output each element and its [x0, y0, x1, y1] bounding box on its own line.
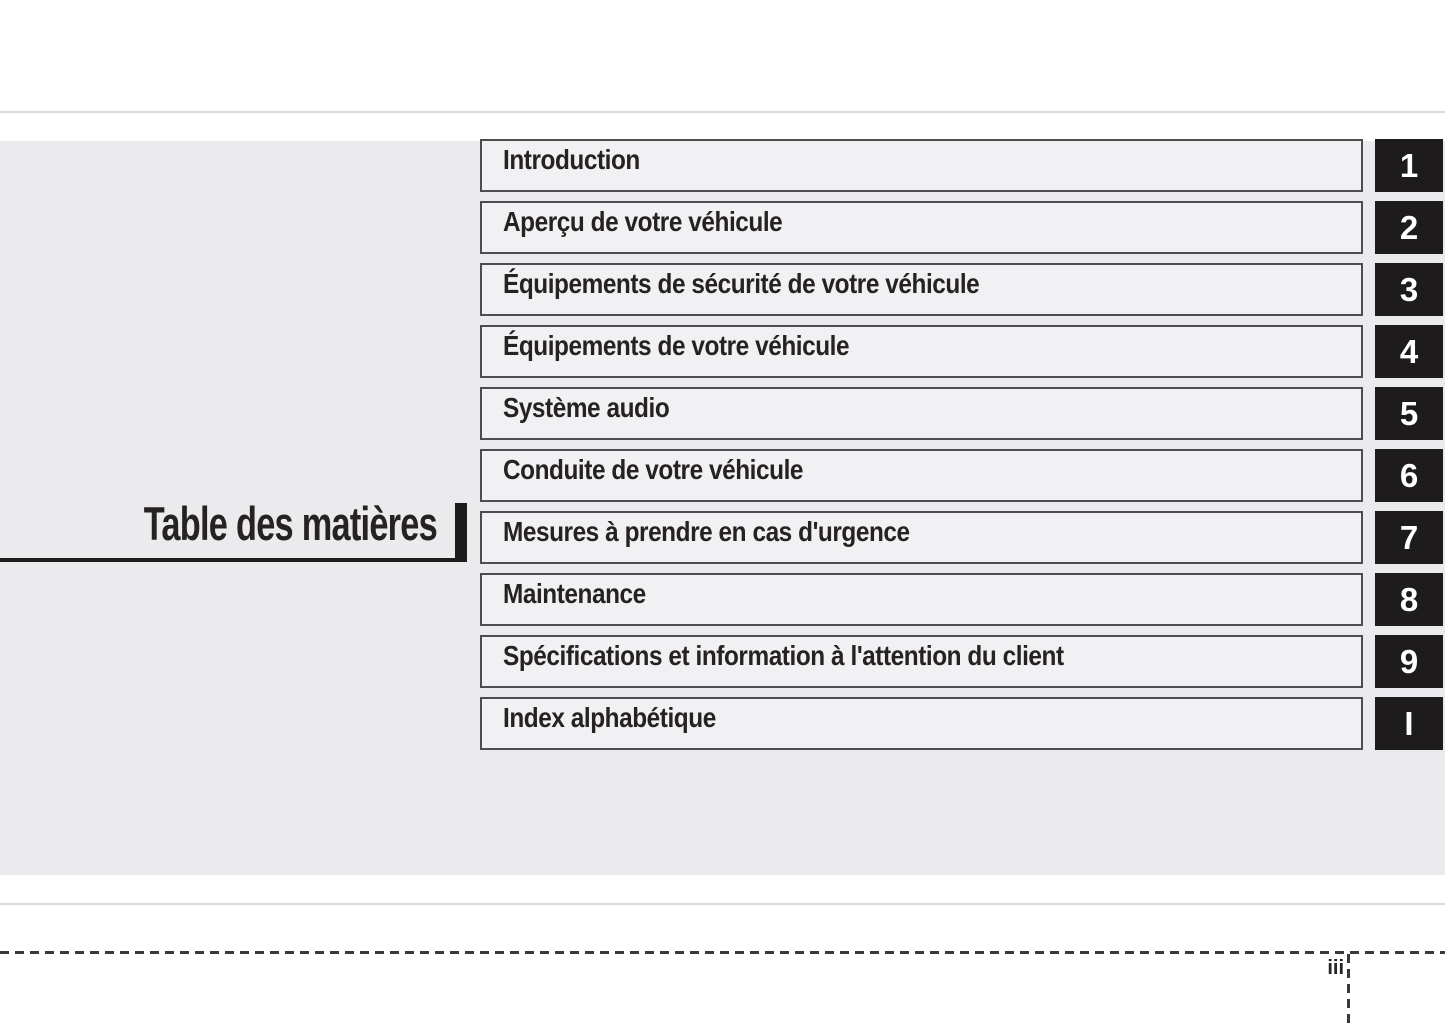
- page-title: Table des matières: [143, 497, 437, 550]
- chapter-number-tab[interactable]: [1375, 201, 1443, 254]
- chapter-number-tab[interactable]: [1375, 697, 1443, 750]
- chapter-number-tab[interactable]: [1375, 449, 1443, 502]
- chapter-number-tab[interactable]: [1375, 387, 1443, 440]
- chapter-number-tab[interactable]: [1375, 573, 1443, 626]
- chapter-list: [480, 139, 1363, 759]
- toc-chapter-label: Index alphabétique: [503, 702, 716, 733]
- title-accent-bar: [455, 503, 467, 562]
- chapter-number-label: 2: [1399, 209, 1419, 246]
- toc-chapter-row[interactable]: [480, 263, 1363, 316]
- horizontal-dashed-cut-line: [0, 951, 1445, 954]
- toc-chapter-row[interactable]: [480, 573, 1363, 626]
- chapter-number-tab[interactable]: [1375, 325, 1443, 378]
- toc-chapter-row[interactable]: [480, 139, 1363, 192]
- toc-chapter-label: Conduite de votre véhicule: [503, 454, 804, 485]
- page-number: iii: [1327, 957, 1344, 979]
- toc-chapter-label: Équipements de sécurité de votre véhicule: [503, 268, 980, 299]
- chapter-number-tab[interactable]: [1375, 635, 1443, 688]
- top-divider-rule: [0, 111, 1445, 113]
- chapter-number-label: 8: [1399, 581, 1419, 618]
- toc-chapter-label: Spécifications et information à l'attention du client: [503, 640, 1064, 671]
- chapter-number-label: 6: [1399, 457, 1419, 494]
- toc-chapter-label: Système audio: [503, 392, 670, 423]
- toc-chapter-row[interactable]: [480, 511, 1363, 564]
- toc-chapter-label: Mesures à prendre en cas d'urgence: [503, 516, 910, 547]
- toc-chapter-row[interactable]: [480, 635, 1363, 688]
- chapter-number-label: 3: [1399, 271, 1419, 308]
- toc-chapter-row[interactable]: [480, 201, 1363, 254]
- toc-chapter-row[interactable]: [480, 449, 1363, 502]
- chapter-number-label: 1: [1399, 147, 1419, 184]
- bottom-divider-rule: [0, 903, 1445, 905]
- chapter-number-label: I: [1404, 705, 1414, 742]
- title-underline: [0, 558, 467, 562]
- toc-chapter-row[interactable]: [480, 387, 1363, 440]
- toc-chapter-label: Introduction: [503, 144, 640, 175]
- toc-chapter-label: Maintenance: [503, 578, 646, 609]
- toc-chapter-label: Aperçu de votre véhicule: [503, 206, 783, 237]
- vertical-dashed-cut-line: [1347, 954, 1350, 1026]
- chapter-number-tab[interactable]: [1375, 511, 1443, 564]
- chapter-number-tab[interactable]: [1375, 263, 1443, 316]
- chapter-number-label: 7: [1399, 519, 1419, 556]
- chapter-number-label: 5: [1399, 395, 1419, 432]
- chapter-number-label: 9: [1399, 643, 1419, 680]
- toc-chapter-row[interactable]: [480, 325, 1363, 378]
- chapter-tab-column: [1375, 139, 1443, 759]
- chapter-number-tab[interactable]: [1375, 139, 1443, 192]
- toc-chapter-label: Équipements de votre véhicule: [503, 330, 850, 361]
- chapter-number-label: 4: [1399, 333, 1419, 370]
- toc-chapter-row[interactable]: [480, 697, 1363, 750]
